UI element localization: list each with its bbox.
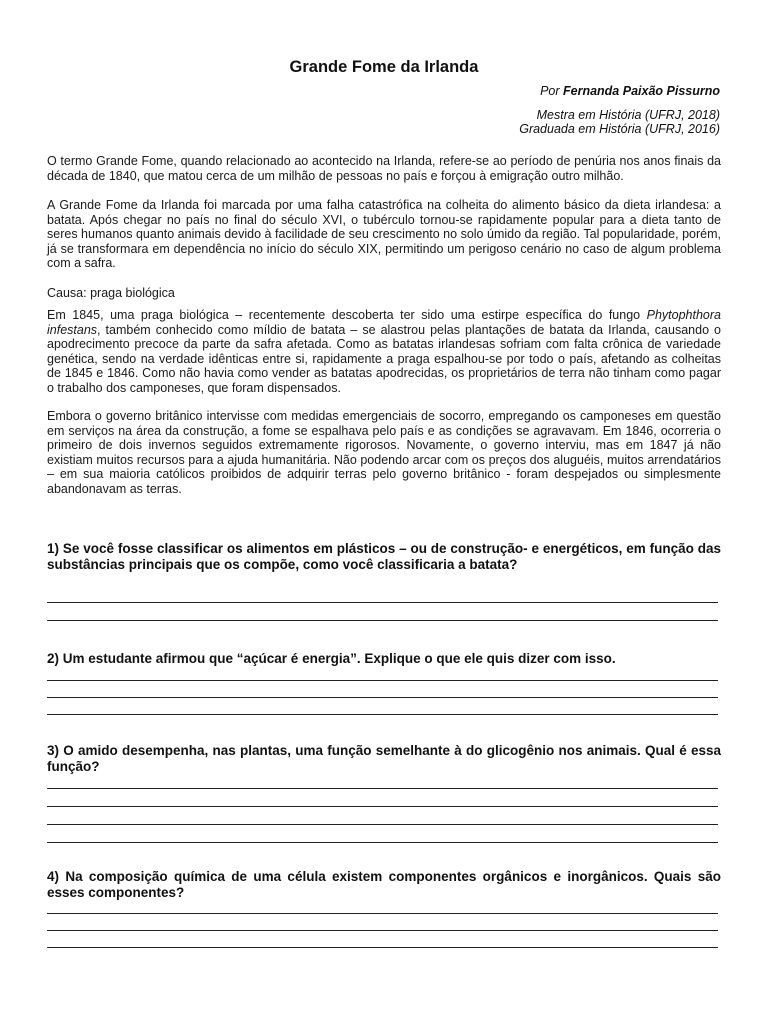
author-byline — [540, 84, 720, 99]
credential-masters: Mestra em História (UFRJ, 2018) — [536, 108, 720, 122]
answer-line[interactable] — [47, 842, 718, 843]
question-4: 4) Na composição química de uma célula existem componentes orgânicos e inorgânicos. Quais são esses componentes? — [47, 869, 721, 900]
answer-line[interactable] — [47, 824, 718, 825]
answer-line[interactable] — [47, 680, 718, 681]
paragraph-intro: O termo Grande Fome, quando relacionado ao acontecido na Irlanda, refere-se ao período de penúria nos anos finais da década de 1840, que matou cerca de um milhão de pessoas no país e forçou à emigração outro milhão. — [47, 154, 721, 183]
question-1: 1) Se você fosse classificar os alimentos em plásticos – ou de construção- e energéticos, em função das substâncias principais que os compõe, como você classificaria a batata? — [47, 541, 721, 572]
answer-line[interactable] — [47, 602, 718, 603]
cause-text-end: , também conhecido como míldio de batata – se alastrou pelas plantações de batata da Irlanda, causando o apodrecimento precoce da parte da safra afetada. Como as batatas irlandesas sofriam com falta crônica de variedade genética, sendo na verdade idênticas entre si, rapidamente a praga espalhou-se por todo o país, afetando as colheitas de 1845 e 1846. Como não havia como vender as batatas apodrecidas, os proprietários de terra não tinham como pagar o trabalho dos camponeses, que foram dispensados. — [47, 322, 721, 395]
answer-line[interactable] — [47, 930, 718, 931]
byline-prefix: Por — [540, 84, 563, 98]
question-3: 3) O amido desempenha, nas plantas, uma função semelhante à do glicogênio nos animais. Qual é essa função? — [47, 743, 721, 774]
author-credentials — [519, 108, 720, 136]
paragraph-cause — [47, 308, 721, 395]
answer-line[interactable] — [47, 697, 718, 698]
question-2: 2) Um estudante afirmou que “açúcar é energia”. Explique o que ele quis dizer com isso. — [47, 651, 616, 666]
cause-heading: Causa: praga biológica — [47, 286, 175, 300]
cause-text-start: Em 1845, uma praga biológica – recentemente descoberta ter sido uma estirpe específica do fungo — [47, 308, 647, 322]
answer-line[interactable] — [47, 620, 718, 621]
answer-line[interactable] — [47, 788, 718, 789]
species-name: Phytophthora infestans — [47, 308, 721, 337]
document-title: Grande Fome da Irlanda — [289, 58, 479, 76]
author-name: Fernanda Paixão Pissurno — [563, 84, 720, 98]
answer-line[interactable] — [47, 714, 718, 715]
credential-graduate: Graduada em História (UFRJ, 2016) — [519, 122, 720, 136]
paragraph-government: Embora o governo britânico intervisse com medidas emergenciais de socorro, empregando os camponeses em questão em serviços na área da construção, a fome se espalhava pelo país e as condições se agravavam. Em 1846, ocorreria o primeiro de dois invernos seguidos extremamente rigorosos. Novamente, o governo interviu, mas em 1847 já não existiam muitos recursos para a ajuda humanitária. Não podendo arcar com os preços dos aluguéis, muitos arrendatários – em sua maioria católicos proibidos de adquirir terras pelo governo britânico - foram despejados ou simplesmente abandonavam as terras. — [47, 409, 721, 496]
answer-line[interactable] — [47, 806, 718, 807]
answer-line[interactable] — [47, 913, 718, 914]
paragraph-context: A Grande Fome da Irlanda foi marcada por uma falha catastrófica na colheita do alimento básico da dieta irlandesa: a batata. Após chegar no país no final do século XVI, o tubérculo tornou-se rapidamente popular para a dieta tanto de seres humanos quanto animais devido à facilidade de seu crescimento no solo úmido da região. Tal popularidade, porém, já se transformara em dependência no início do século XIX, permitindo um perigoso cenário no caso de algum problema com a safra. — [47, 198, 721, 270]
answer-line[interactable] — [47, 947, 718, 948]
